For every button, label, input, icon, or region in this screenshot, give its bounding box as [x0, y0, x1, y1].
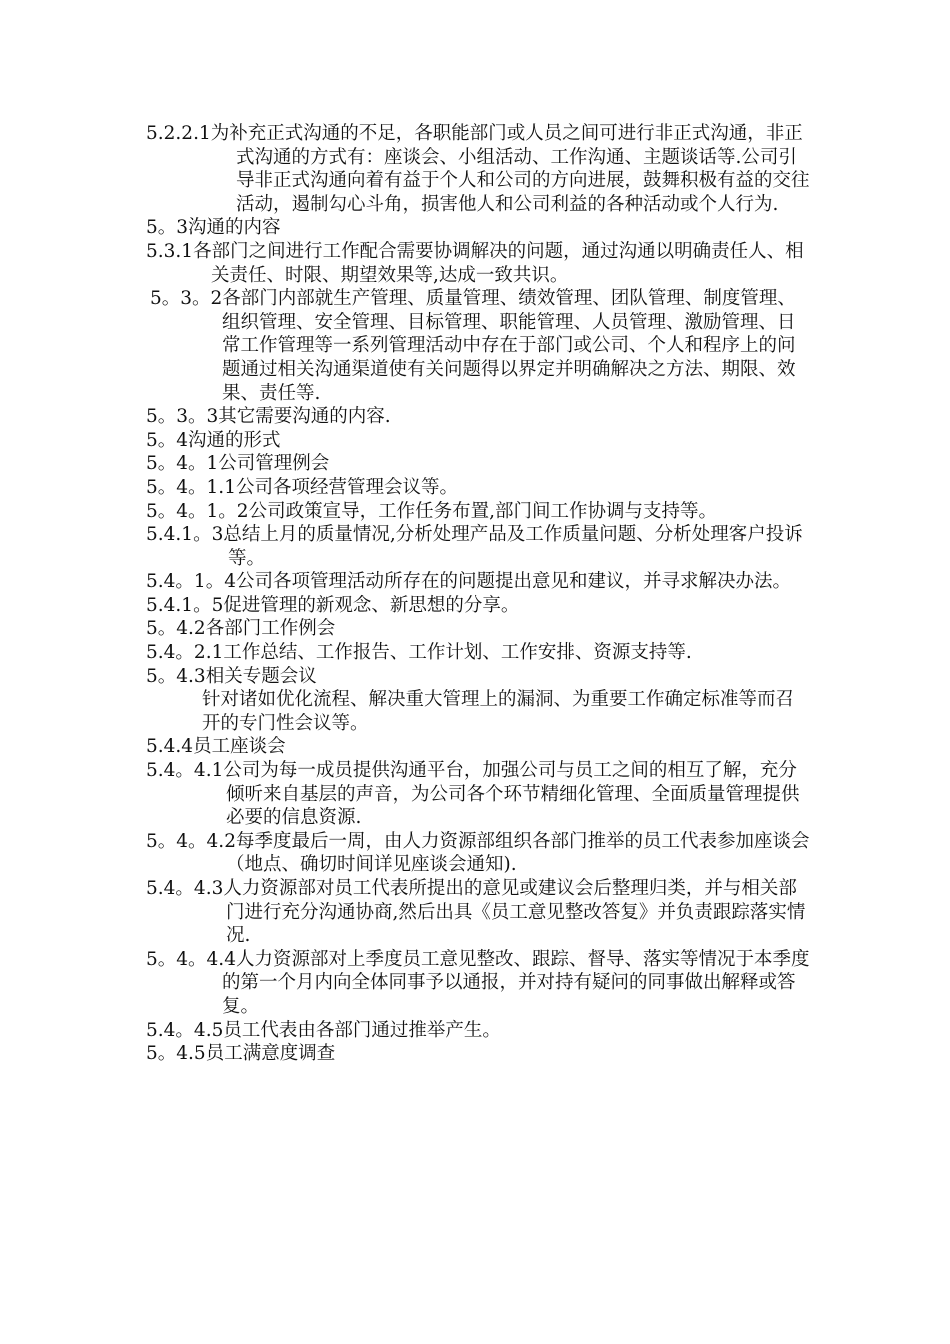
- paragraph-5-4-2-1: 5.4。2.1工作总结、工作报告、工作计划、工作安排、资源支持等.: [146, 642, 692, 664]
- paragraph-5-2-2-1: 5.2.2.1为补充正式沟通的不足，各职能部门或人员之间可进行非正式沟通，非正式沟通的方式有：座谈会、小组活动、工作沟通、主题谈话等.公司引导非正式沟通向着有益于个人和公司的方向进展，鼓舞积极有益的交往活动，遏制勾心斗角，损害他人和公司利益的各种活动或个人行为.: [146, 123, 810, 215]
- paragraph-5-4-4-5: 5.4。4.5员工代表由各部门通过推举产生。: [146, 1019, 501, 1041]
- paragraph-5-4-4-2: 5。4。4.2每季度最后一周，由人力资源部组织各部门推举的员工代表参加座谈会（地点、确切时间详见座谈会通知).: [146, 830, 810, 876]
- paragraph-5-4-1-5: 5.4.1。5促进管理的新观念、新思想的分享。: [146, 594, 520, 616]
- paragraph-5-4-1-1: 5。4。1.1公司各项经营管理会议等。: [146, 476, 458, 498]
- paragraph-5-4-1-4: 5.4。1。4公司各项管理活动所存在的问题提出意见和建议，并寻求解决办法。: [146, 571, 791, 593]
- heading-5-4-4: 5.4.4员工座谈会: [146, 736, 286, 758]
- heading-5-4: 5。4沟通的形式: [146, 429, 281, 451]
- heading-5-4-3: 5。4.3相关专题会议: [146, 665, 317, 687]
- heading-5-4-5: 5。4.5员工满意度调查: [146, 1043, 336, 1065]
- heading-5-4-2: 5。4.2各部门工作例会: [146, 618, 336, 640]
- paragraph-5-3-2: 5。3。2各部门内部就生产管理、质量管理、绩效管理、团队管理、制度管理、组织管理、安全管理、目标管理、职能管理、人员管理、激励管理、日常工作管理等一系列管理活动中存在于部门或公司、个人和程序上的问题通过相关沟通渠道使有关问题得以界定并明确解决之方法、期限、效果、责任等.: [150, 288, 796, 404]
- paragraph-5-4-4-4: 5。4。4.4人力资源部对上季度员工意见整改、跟踪、督导、落实等情况于本季度的第一个月内向全体同事予以通报，并对持有疑问的同事做出解释或答复。: [146, 948, 810, 1017]
- paragraph-5-4-4-1: 5.4。4.1公司为每一成员提供沟通平台，加强公司与员工之间的相互了解，充分倾听来自基层的声音，为公司各个环节精细化管理、全面质量管理提供必要的信息资源.: [146, 760, 800, 829]
- paragraph-5-4-1-2: 5。4。1。2公司政策宣导，工作任务布置,部门间工作协调与支持等。: [146, 500, 717, 522]
- paragraph-5-4-4-3: 5.4。4.3人力资源部对员工代表所提出的意见或建议会后整理归类，并与相关部门进行充分沟通协商,然后出具《员工意见整改答复》并负责跟踪落实情况.: [146, 878, 806, 947]
- heading-5-3: 5。3沟通的内容: [146, 217, 281, 239]
- paragraph-5-3-1: 5.3.1各部门之间进行工作配合需要协调解决的问题，通过沟通以明确责任人、相关责任、时限、期望效果等,达成一致共识。: [146, 240, 804, 286]
- heading-5-4-1: 5。4。1公司管理例会: [146, 453, 330, 475]
- paragraph-5-4-3-body: 针对诸如优化流程、解决重大管理上的漏洞、为重要工作确定标准等而召开的专门性会议等。: [202, 689, 795, 734]
- paragraph-5-3-3: 5。3。3其它需要沟通的内容.: [146, 406, 391, 428]
- paragraph-5-4-1-3: 5.4.1。3总结上月的质量情况,分析处理产品及工作质量问题、分析处理客户投诉等。: [146, 524, 803, 569]
- document-body: [146, 122, 811, 1066]
